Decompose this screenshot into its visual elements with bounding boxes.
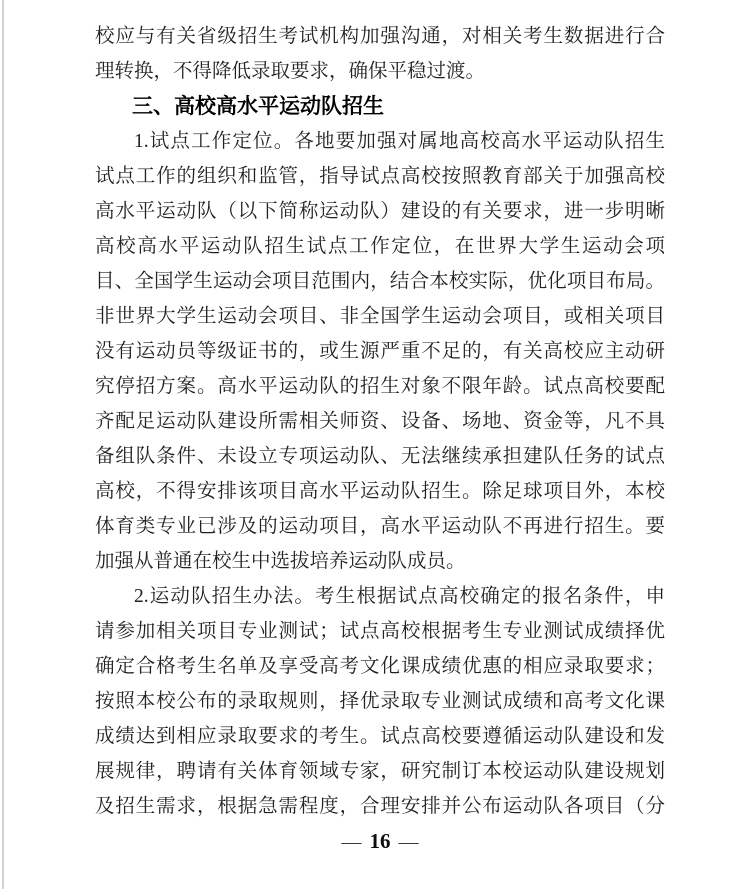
body-line: 校应与有关省级招生考试机构加强沟通，对相关考生数据进行合: [95, 26, 665, 47]
body-line: 1.试点工作定位。各地要加强对属地高校高水平运动队招生: [134, 131, 665, 152]
body-line: 目、全国学生运动会项目范围内，结合本校实际，优化项目布局。: [95, 271, 665, 292]
page-left-edge-line: [2, 0, 4, 889]
body-line: 体育类专业已涉及的运动项目，高水平运动队不再进行招生。要: [95, 516, 665, 537]
body-line: 确定合格考生名单及享受高考文化课成绩优惠的相应录取要求；: [95, 656, 665, 677]
body-line: 高水平运动队（以下简称运动队）建设的有关要求，进一步明晰: [95, 201, 665, 222]
body-line: 成绩达到相应录取要求的考生。试点高校要遵循运动队建设和发: [95, 726, 665, 747]
page-number-dash-right: —: [398, 831, 419, 853]
body-line: 没有运动员等级证书的，或生源严重不足的，有关高校应主动研: [95, 341, 665, 362]
body-line: 2.运动队招生办法。考生根据试点高校确定的报名条件，申: [134, 586, 665, 607]
body-line: 展规律，聘请有关体育领域专家，研究制订本校运动队建设规划: [95, 761, 665, 782]
page-number-dash-left: —: [341, 831, 362, 853]
body-line: 高校高水平运动队招生试点工作定位，在世界大学生运动会项: [95, 236, 665, 257]
body-line: 究停招方案。高水平运动队的招生对象不限年龄。试点高校要配: [95, 376, 665, 397]
body-line: 按照本校公布的录取规则，择优录取专业测试成绩和高考文化课: [95, 691, 665, 712]
body-line: 加强从普通在校生中选拔培养运动队成员。: [95, 551, 466, 572]
page-body: [95, 19, 665, 824]
body-line: 及招生需求，根据急需程度，合理安排并公布运动队各项目（分: [95, 796, 665, 817]
body-line: 试点工作的组织和监管，指导试点高校按照教育部关于加强高校: [95, 166, 665, 187]
body-line: 理转换，不得降低录取要求，确保平稳过渡。: [95, 61, 486, 82]
body-line: 备组队条件、未设立专项运动队、无法继续承担建队任务的试点: [95, 446, 665, 467]
section-heading: 三、高校高水平运动队招生: [132, 95, 384, 118]
page-number: [95, 826, 665, 857]
body-line: 请参加相关项目专业测试；试点高校根据考生专业测试成绩择优: [95, 621, 665, 642]
body-line: 高校，不得安排该项目高水平运动队招生。除足球项目外，本校: [95, 481, 665, 502]
body-line: 齐配足运动队建设所需相关师资、设备、场地、资金等，凡不具: [95, 411, 665, 432]
body-line: 非世界大学生运动会项目、非全国学生运动会项目，或相关项目: [95, 306, 665, 327]
page-number-value: 16: [369, 829, 391, 853]
